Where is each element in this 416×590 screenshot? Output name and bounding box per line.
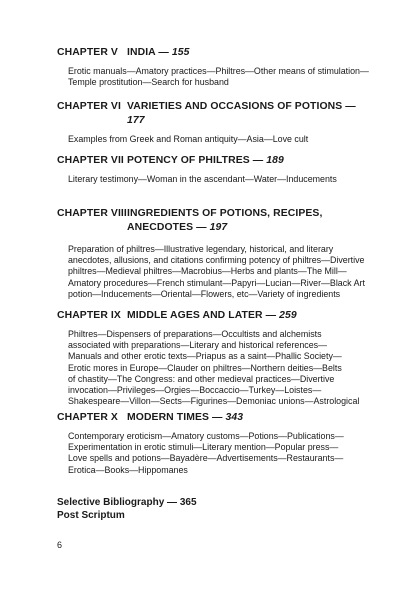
- bibliography-entry: Selective Bibliography — 365: [57, 497, 197, 508]
- chapter-title: MODERN TIMES: [127, 412, 210, 423]
- description-line: Preparation of philtres—Illustrative legendary, historical, and literary: [68, 244, 334, 254]
- chapter-title-line: INDIA — 155: [127, 47, 190, 58]
- chapter-number: CHAPTER IX: [57, 310, 121, 321]
- description-line: Temple prostitution—Search for husband: [68, 77, 229, 88]
- chapter-title: INDIA: [127, 47, 156, 58]
- chapter-description: [68, 66, 367, 88]
- description-line: Erotic mores in Europe—Clauder on philtres—Northern deities—Belts: [68, 362, 342, 373]
- description-line: of chastity—The Congress: and other medieval practices—Divertive: [68, 373, 335, 384]
- chapter-page: 343: [225, 412, 244, 423]
- back-matter: [57, 496, 197, 522]
- chapter-number: CHAPTER VI: [57, 101, 121, 112]
- post-scriptum-entry: Post Scriptum: [57, 510, 125, 521]
- description-line: Love spells and potions—Bayadère—Advertisements—Restaurants—: [68, 453, 344, 464]
- chapter-heading: [57, 154, 367, 168]
- chapter-title: MIDDLE AGES AND LATER: [127, 310, 263, 321]
- chapter-heading: [57, 411, 367, 425]
- chapter-heading: [57, 100, 367, 128]
- chapter-number: CHAPTER X: [57, 412, 118, 423]
- description-line: Amatory procedures—French stimulant—Papyri—Lucian—River—Black Art: [68, 277, 365, 288]
- chapter-description: [68, 431, 367, 476]
- description-line: invocation—Privileges—Orgies—Boccaccio—Turkey—Loistes—: [68, 385, 322, 396]
- chapter-viii-entry: [57, 207, 367, 300]
- description-line: associated with preparations—Literary and historical references—: [68, 340, 327, 351]
- bibliography-page: 365: [179, 497, 197, 508]
- chapter-x-entry: [57, 411, 367, 476]
- chapter-title-line: POTENCY OF PHILTRES — 189: [127, 155, 284, 166]
- chapter-description: [68, 134, 367, 145]
- description-line: Shakespeare—Villon—Sects—Figurines—Demoniac unions—Astrological: [68, 396, 360, 407]
- chapter-vi-entry: [57, 100, 367, 145]
- chapter-heading: [57, 207, 367, 235]
- chapter-description: [68, 329, 367, 407]
- description-line: Manuals and other erotic texts—Priapus as a saint—Phallic Society—: [68, 351, 342, 362]
- chapter-page: 177: [127, 115, 145, 126]
- description-line: potion—Inducements—Oriental—Flowers, etc—Variety of ingredients: [68, 288, 341, 299]
- chapter-number: CHAPTER VII: [57, 155, 124, 166]
- page-number: 6: [57, 540, 63, 550]
- description-line: philtres—Medieval philtres—Macrobius—Herbs and plants—The Mill—: [68, 266, 347, 277]
- chapter-number: CHAPTER VIII: [57, 208, 127, 219]
- chapter-vii-entry: [57, 154, 367, 185]
- chapter-title: POTENCY OF PHILTRES: [127, 155, 250, 166]
- description-line: Erotic manuals—Amatory practices—Philtres—Other means of stimulation—: [68, 66, 369, 76]
- chapter-page: 155: [171, 47, 190, 58]
- description-line: Philtres—Dispensers of preparations—Occultists and alchemists: [68, 329, 322, 339]
- description-line: Literary testimony—Woman in the ascendant—Water—Inducements: [68, 174, 337, 184]
- chapter-title: INGREDIENTS OF POTIONS, RECIPES, ANECDOTES: [127, 208, 323, 233]
- chapter-heading: [57, 46, 367, 60]
- chapter-title-line: MIDDLE AGES AND LATER — 259: [127, 310, 297, 321]
- description-line: Erotica—Books—Hippomanes: [68, 464, 188, 475]
- description-line: Examples from Greek and Roman antiquity—Asia—Love cult: [68, 134, 309, 144]
- chapter-page: 259: [279, 310, 297, 321]
- chapter-title-line: INGREDIENTS OF POTIONS, RECIPES, ANECDOTES — 197: [127, 208, 323, 233]
- chapter-v-entry: [57, 46, 367, 88]
- chapter-title-line: VARIETIES AND OCCASIONS OF POTIONS — 177: [127, 101, 356, 126]
- chapter-page: 189: [266, 155, 284, 166]
- description-line: Contemporary eroticism—Amatory customs—Potions—Publications—: [68, 431, 344, 441]
- chapter-description: [68, 244, 367, 300]
- chapter-heading: [57, 309, 367, 323]
- description-line: Experimentation in erotic stimuli—Literary mention—Popular press—: [68, 442, 339, 453]
- bibliography-label: Selective Bibliography: [57, 497, 165, 508]
- chapter-title-line: MODERN TIMES — 343: [127, 412, 244, 423]
- chapter-number: CHAPTER V: [57, 47, 118, 58]
- description-line: anecdotes, allusions, and citations confirming potency of philtres—Divertive: [68, 255, 365, 266]
- chapter-page: 197: [209, 222, 228, 233]
- chapter-ix-entry: [57, 309, 367, 407]
- chapter-description: [68, 174, 367, 185]
- chapter-title: VARIETIES AND OCCASIONS OF POTIONS: [127, 101, 343, 112]
